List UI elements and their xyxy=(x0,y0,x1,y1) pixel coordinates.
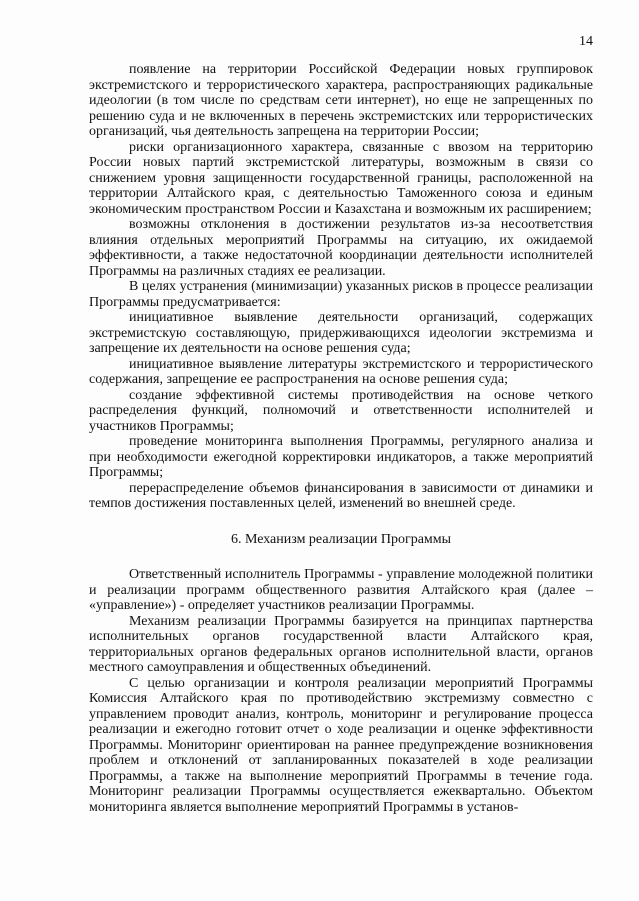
paragraph: инициативное выявление литературы экстремистского и террористического содержания, запрещение ее распространения на основе решения суда; xyxy=(89,356,593,387)
paragraph: С целью организации и контроля реализации мероприятий Программы Комиссия Алтайского края по противодействию экстремизму совместно с управлением проводит анализ, контроль, мониторинг и регулирование процесса реализации и ежегодно готовит отчет о ходе реализации и оценке эффективности Программы. Мониторинг ориентирован на раннее предупреждение возникновения проблем и отклонений от запланированных показателей в ходе реализации Программы, а также на выполнение мероприятий Программы в течение года. Мониторинг реализации Программы осуществляется ежеквартально. Объектом мониторинга является выполнение мероприятий Программы в установ- xyxy=(89,675,593,815)
paragraph: риски организационного характера, связанные с ввозом на территорию России новых партий экстремистской литературы, возможным в связи со снижением уровня защищенности государственной границы, расположенной на территории Алтайского края, с деятельностью Таможенного союза и единым экономическим пространством России и Казахстана и возможным их расширением; xyxy=(89,139,593,217)
paragraph: перераспределение объемов финансирования в зависимости от динамики и темпов достижения поставленных целей, изменений во внешней среде. xyxy=(89,480,593,511)
paragraph: проведение мониторинга выполнения Программы, регулярного анализа и при необходимости ежегодной корректировки индикаторов, а также мероприятий Программы; xyxy=(89,434,593,480)
paragraph: инициативное выявление деятельности организаций, содержащих экстремистскую составляющую, придерживающихся идеологии экстремизма и запрещение их деятельности на основе решения суда; xyxy=(89,310,593,356)
page-number: 14 xyxy=(579,34,593,49)
paragraph: создание эффективной системы противодействия на основе четкого распределения функций, полномочий и ответственности исполнителей и участников Программы; xyxy=(89,387,593,434)
paragraph: появление на территории Российской Федерации новых группировок экстремистского и террористического характера, распространяющих радикальные идеологии (в том числе по средствам сети интернет), но еще не запрещенных по решению суда и не включенных в перечень экстремистских или террористических организаций, чья деятельность запрещена на территории России; xyxy=(89,62,593,139)
paragraph: В целях устранения (минимизации) указанных рисков в процессе реализации Программы предусматривается: xyxy=(89,279,593,310)
paragraph: Ответственный исполнитель Программы - управление молодежной политики и реализации программ общественного развития Алтайского края (далее – «управление») - определяет участников реализации Программы. xyxy=(89,567,593,613)
paragraph: Механизм реализации Программы базируется на принципах партнерства исполнительных органов государственной власти Алтайского края, территориальных органов федеральных органов исполнительной власти, органов местного самоуправления и общественных объединений. xyxy=(89,613,593,675)
section-heading: 6. Механизм реализации Программы xyxy=(230,531,452,547)
paragraph: возможны отклонения в достижении результатов из-за несоответствия влияния отдельных мероприятий Программы на ситуацию, их ожидаемой эффективности, а также недостаточной координации деятельности исполнителей Программы на различных стадиях ее реализации. xyxy=(89,217,593,279)
document-body xyxy=(89,62,593,815)
